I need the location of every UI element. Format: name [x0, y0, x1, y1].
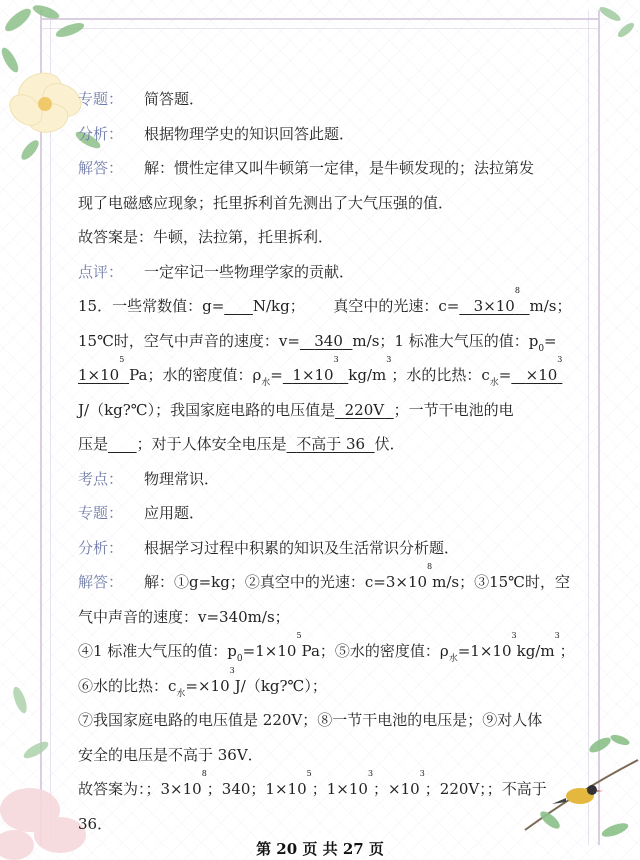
q15-line-5 [78, 427, 570, 462]
analysis-label: 分析： [78, 538, 124, 557]
q15-line-2: 15℃时，空气中声音的速度：v= 340 m/s；1 标准大气压的值：$p_0=$ [78, 331, 557, 354]
final-answer-line: 故答案为：；$3\times 10^8$；340；$1\times 10^5$；$1\times 10^3$；$\times 10^3$；220V；；不高于 [78, 769, 547, 798]
answer-text: 解：①g=kg；②真空中的光速：c=3×10 [144, 573, 428, 591]
q15-text: m/s；1 标准大气压的值：p [352, 331, 539, 350]
q15-text: 伏． [374, 435, 405, 453]
topic-text: 应用题． [144, 504, 205, 522]
q15-text: 真空中的光速：c= [333, 297, 460, 315]
topic-text: 简答题． [144, 90, 205, 108]
comment-label: 点评： [78, 262, 124, 281]
analysis-line-1 [78, 117, 570, 152]
answer-label: 解答： [78, 159, 124, 177]
analysis-text: 根据学习过程中积累的知识及生活常识分析题． [144, 538, 460, 557]
answer-text: 解：惯性定律又叫牛顿第一定律，是牛顿发现的；法拉第发 [144, 159, 535, 177]
topic-line-1 [78, 82, 570, 117]
knowledge-text: 物理常识． [144, 469, 220, 488]
analysis-line-2 [78, 531, 570, 566]
final-answer-text: 故答案为：；3×10 [78, 780, 202, 798]
q15-text: 15．一些常数值：g= [78, 297, 225, 315]
answer-line-q15-4: ⑥水的比热：$c_水=\times 10^3J/(kg?℃)$； [78, 665, 327, 699]
answer-line-1 [78, 151, 570, 186]
knowledge-label: 考点： [78, 469, 124, 488]
blank: $1\times 10^3$ [292, 355, 339, 384]
answer-line-q15-5 [78, 703, 570, 738]
topic-label: 专题： [78, 504, 124, 522]
answer-text: 安全的电压是不高于 36V． [78, 745, 263, 764]
final-answer-line-2 [78, 807, 570, 842]
analysis-label: 分析： [78, 124, 124, 143]
document-body [78, 82, 575, 841]
blank [108, 435, 137, 453]
q15-text: J/（kg?℃）；我国家庭电路的电压值是 [78, 400, 336, 419]
conclusion-text: 故答案是：牛顿，法拉第，托里拆利． [78, 228, 334, 246]
q15-text: = [544, 331, 557, 350]
leaf-decoration-top-right [580, 0, 640, 60]
answer-label: 解答： [78, 573, 124, 591]
answer-text: ④1 标准大气压的值：p [78, 642, 237, 660]
q15-text: ；一节干电池的电 [393, 400, 514, 419]
answer-line-q15-3: ④1 标准大气压的值：$p_0=1\times 10^5Pa$；⑤水的密度值：$\rho_水=1\times 10^3kg/m^3$； [78, 631, 575, 664]
blank: $\times 10^3$ [525, 355, 563, 384]
final-answer-text: 36． [78, 814, 113, 833]
answer-text: ⑥水的比热：c [78, 676, 177, 695]
q15-text: ；对于人体安全电压是 [136, 435, 287, 453]
q15-text: N/kg； [252, 297, 305, 315]
conclusion-line [78, 220, 570, 255]
comment-line [78, 255, 570, 290]
q15-line-1 [78, 286, 572, 324]
blank: $1\times 10^5$ [78, 355, 125, 384]
q15-line-3: $1\times 10^5$ Pa；水的密度值：$\rho_水= 1\times 10^3$ $kg/m^3$；水的比热：$c_水=$ $\times 10^3$ [78, 355, 563, 388]
analysis-text: 根据物理学史的知识回答此题． [144, 124, 355, 143]
blank: $3\times 10^8$ [473, 286, 520, 315]
knowledge-line [78, 462, 570, 497]
q15-text: 压是 [78, 435, 109, 453]
comment-text: 一定牢记一些物理学家的贡献． [144, 262, 355, 281]
q15-text: Pa；水的密度值：ρ [129, 366, 262, 384]
topic-label: 专题： [78, 90, 124, 108]
blank: 340 [314, 331, 343, 350]
blank: 220V [344, 400, 385, 419]
answer-line-q15-6 [78, 738, 570, 773]
q15-line-4 [78, 393, 570, 428]
answer-line-2 [78, 186, 570, 221]
answer-text-cont: 现了电磁感应现象；托里拆利首先测出了大气压强的值． [78, 193, 454, 212]
q15-text: 15℃时，空气中声音的速度：v= [78, 331, 300, 350]
answer-text: ⑦我国家庭电路的电压值是 220V；⑧一节干电池的电压是；⑨对人体 [78, 711, 543, 729]
blank: 不高于 36 [296, 435, 366, 453]
page-number: 第 20 页 共 27 页 [256, 840, 384, 858]
topic-line-2 [78, 496, 570, 531]
blank [224, 297, 253, 315]
answer-text: 气中声音的速度：v=340m/s； [78, 607, 290, 626]
q15-text: m/s； [529, 297, 572, 315]
answer-line-q15-1: 解答： 解：①g=kg；②真空中的光速：$c=3\times 10^8m/s$；③15℃时，空 [78, 565, 570, 600]
answer-line-q15-2 [78, 600, 570, 635]
